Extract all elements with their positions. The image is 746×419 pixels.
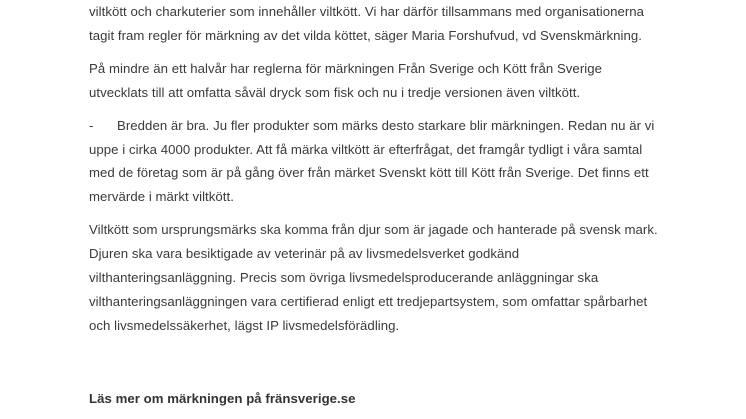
paragraph-3-line-2: Djuren ska vara besiktigade av veterinär på av livsmedelsverket godkänd — [89, 246, 520, 261]
read-more-heading: Läs mer om märkningen på fränsverige.se — [89, 391, 356, 406]
paragraph-3-line-1: Viltkött som ursprungsmärks ska komma från djur som är jagade och hanterade på svensk mark. — [89, 222, 658, 237]
quote-line-3: med de företag som är på gång över från märket Svenskt kött till Kött från Sverige. Det finns ett — [89, 165, 649, 180]
quote-dash: - — [89, 118, 94, 133]
paragraph-2-line-1: På mindre än ett halvår har reglerna för märkningen Från Sverige och Kött från Sverige — [89, 61, 603, 76]
paragraph-1-line-1: viltkött och charkuterier som innehåller viltkött. Vi har därför tillsammans med organisationerna — [89, 4, 645, 19]
quote-line-2: uppe i cirka 4000 produkter. Att få märka viltkött är efterfrågat, det framgår tydligt i våra samtal — [89, 142, 643, 157]
paragraph-2-line-2: utvecklats till att omfatta såväl dryck som fisk och nu i tredje versionen även viltkött. — [89, 85, 581, 100]
paragraph-1-line-2: tagit fram regler för märkning av det vilda köttet, säger Maria Forshufvud, vd Svenskmärkning. — [89, 28, 642, 43]
paragraph-3-line-5: och livsmedelssäkerhet, lägst IP livsmedelsförädling. — [89, 318, 400, 333]
paragraph-3-line-3: vilthanteringsanläggning. Precis som övriga livsmedelsproducerande anläggningar ska — [89, 270, 599, 285]
quote-line-4: mervärde i märkt viltkött. — [89, 189, 234, 204]
quote-line-1: Bredden är bra. Ju fler produkter som märks desto starkare blir märkningen. Redan nu är vi — [117, 118, 655, 133]
paragraph-3-line-4: vilthanteringsanläggningen vara certifierad enligt ett tredjepartsystem, som omfattar spårbarhet — [89, 294, 648, 309]
